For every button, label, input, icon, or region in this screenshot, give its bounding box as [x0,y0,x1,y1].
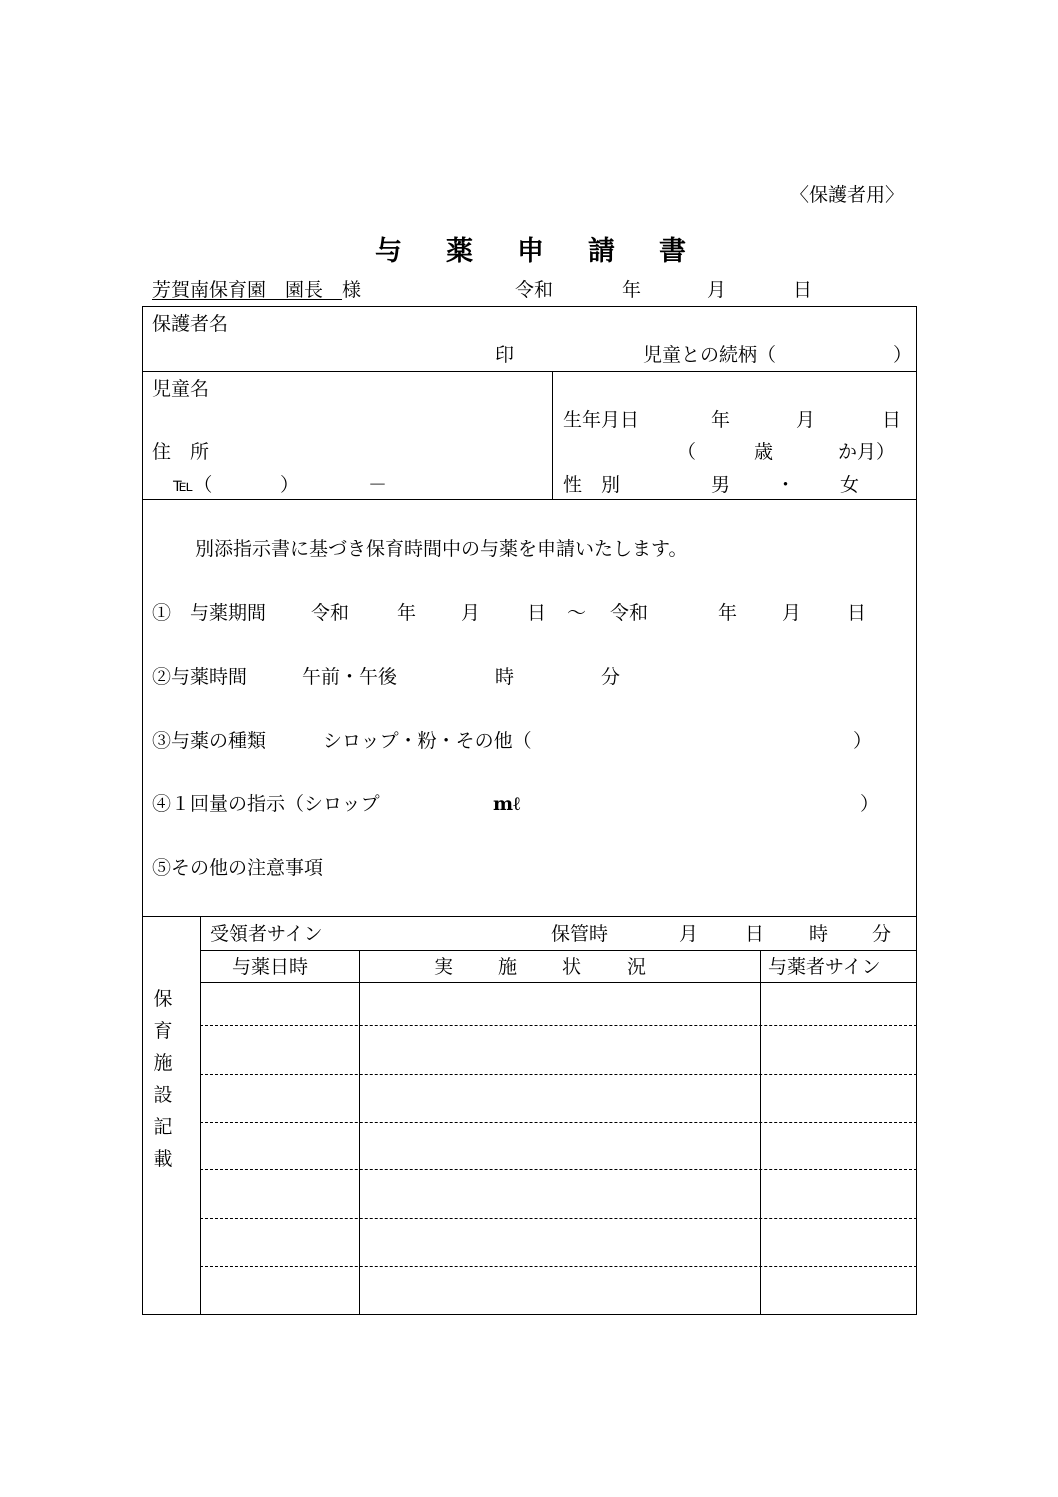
kind-options: シロップ・粉・その他（ [323,730,532,752]
date-month: 月 [707,279,727,301]
row-separator [200,1266,917,1267]
sex-male: 男 [711,474,731,496]
address-label: 住 所 [152,441,210,463]
tel-dash: － [368,474,388,496]
title-char: 書 [659,236,687,267]
date-year: 年 [622,279,642,301]
age-months: か月） [838,441,896,463]
honorific: 様 [342,279,362,301]
dose-label: ④１回量の指示（シロップ [152,793,380,815]
divider [760,950,761,1314]
sex-female: 女 [840,474,860,496]
facility-side-label: 保 育 施 設 記 載 [153,988,173,1170]
period-year-from: 年 [397,602,417,624]
time-minute: 分 [601,666,621,688]
row-separator [200,1218,917,1219]
period-month-to: 月 [782,602,802,624]
storage-label: 保管時 [551,923,609,945]
divider [142,499,917,500]
birth-day: 日 [882,409,902,431]
title-char: 請 [588,236,616,267]
col-signer-header: 与薬者サイン [768,956,881,978]
divider [200,982,917,983]
time-label: ②与薬時間 [152,666,248,688]
divider [200,916,201,1314]
usage-note: 〈保護者用〉 [790,184,905,206]
period-era-to: 令和 [610,602,649,624]
guardian-label: 保護者名 [152,313,229,335]
row-separator [200,1025,917,1026]
notes-label: ⑤その他の注意事項 [152,857,324,879]
kind-label: ③与薬の種類 [152,730,267,752]
period-year-to: 年 [718,602,738,624]
sex-label: 性 別 [563,474,621,496]
birth-month: 月 [796,409,816,431]
divider [552,371,553,500]
receiver-label: 受領者サイン [210,923,323,945]
date-day: 日 [793,279,813,301]
age-open: （ [677,441,697,463]
dose-unit: mℓ [493,793,521,815]
storage-month: 月 [679,923,699,945]
birth-label: 生年月日 [563,409,640,431]
title-char: 申 [517,236,545,267]
time-hour: 時 [495,666,515,688]
divider [200,950,917,951]
row-separator [200,1074,917,1075]
period-label: ① 与薬期間 [152,602,267,624]
period-day-from: 日 [527,602,547,624]
seal-mark: 印 [495,344,515,366]
divider [142,916,917,917]
request-statement: 別添指示書に基づき保育時間中の与薬を申請いたします。 [195,538,688,560]
title-char: 薬 [446,236,474,267]
storage-day: 日 [745,923,765,945]
kind-close: ） [853,730,873,752]
relation-label: 児童との続柄（ [643,344,777,366]
date-era: 令和 [515,279,554,301]
period-tilde: ～ [567,602,587,624]
sex-dot: ・ [776,474,796,496]
divider [142,371,917,372]
birth-year: 年 [711,409,731,431]
divider [359,950,360,1314]
title-char: 与 [375,236,403,267]
period-month-from: 月 [461,602,481,624]
row-separator [200,1122,917,1123]
period-day-to: 日 [847,602,867,624]
age-years: 歳 [754,441,774,463]
child-name-label: 児童名 [152,378,210,400]
tel-close: ） [280,474,300,496]
recipient-name: 芳賀南保育園 園長 [152,279,343,301]
period-era-from: 令和 [311,602,350,624]
tel-label: ℡（ [173,474,213,496]
row-separator [200,1169,917,1170]
recipient-line [152,281,361,300]
col-datetime-header: 与薬日時 [232,956,309,978]
storage-hour: 時 [809,923,829,945]
time-ampm: 午前・午後 [302,666,398,688]
dose-close: ） [860,793,880,815]
relation-close: ） [893,344,913,366]
storage-minute: 分 [872,923,892,945]
